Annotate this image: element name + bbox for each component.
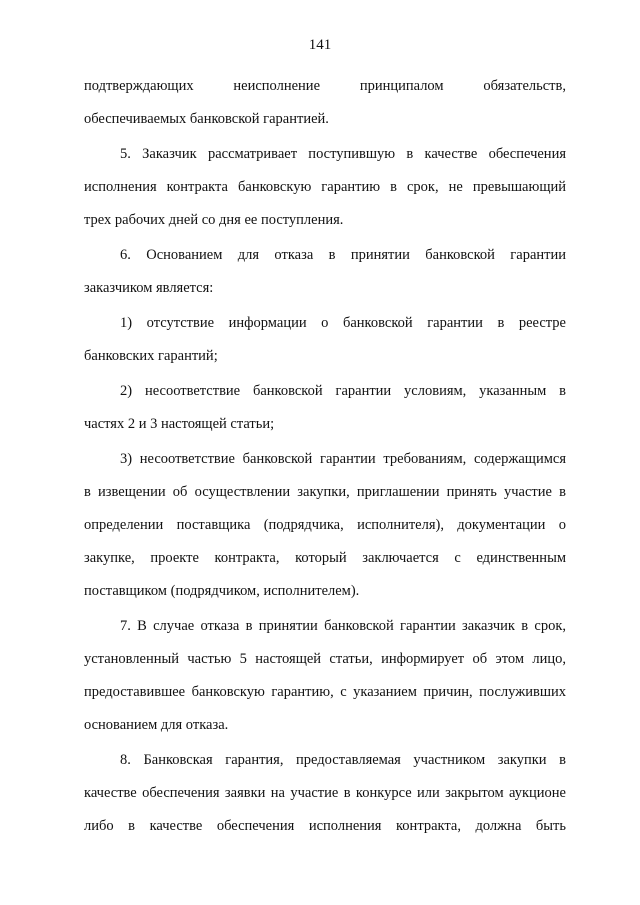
paragraph [84,70,566,136]
text-line: качестве обеспечения заявки на участие в конкурсе или закрытом аукционе [84,785,566,801]
document-body [84,70,566,845]
text-line: обеспечиваемых банковской гарантией. [84,111,329,127]
text-line: исполнения контракта банковскую гарантию в срок, не превышающий [84,179,566,195]
paragraph [84,610,566,742]
text-line: трех рабочих дней со дня ее поступления. [84,212,344,228]
text-line: 6. Основанием для отказа в принятии банковской гарантии [120,247,566,263]
text-line: 1) отсутствие информации о банковской гарантии в реестре [120,315,566,331]
text-line: предоставившее банковскую гарантию, с указанием причин, послуживших [84,684,566,700]
text-line: в извещении об осуществлении закупки, приглашении принять участие в [84,484,566,500]
text-line: 8. Банковская гарантия, предоставляемая участником закупки в [120,752,566,768]
text-line: закупке, проекте контракта, который заключается с единственным [84,550,566,566]
text-line: 7. В случае отказа в принятии банковской гарантии заказчик в срок, [120,618,566,634]
paragraph [84,744,566,843]
paragraph [84,443,566,608]
text-line: частях 2 и 3 настоящей статьи; [84,416,275,432]
text-line: заказчиком является: [84,280,214,296]
text-line: определении поставщика (подрядчика, исполнителя), документации о [84,517,566,533]
paragraph [84,239,566,305]
text-line: 5. Заказчик рассматривает поступившую в качестве обеспечения [120,146,566,162]
text-line: подтверждающих неисполнение принципалом обязательств, [84,78,566,94]
paragraph [84,375,566,441]
paragraph [84,138,566,237]
text-line: либо в качестве обеспечения исполнения контракта, должна быть [84,818,566,834]
text-line: банковских гарантий; [84,348,218,364]
text-line: основанием для отказа. [84,717,229,733]
text-line: 2) несоответствие банковской гарантии условиям, указанным в [120,383,566,399]
text-line: 3) несоответствие банковской гарантии требованиям, содержащимся [120,451,566,467]
text-line: установленный частью 5 настоящей статьи, информирует об этом лицо, [84,651,566,667]
text-line: поставщиком (подрядчиком, исполнителем). [84,583,360,599]
paragraph [84,307,566,373]
page-number: 141 [308,37,332,53]
